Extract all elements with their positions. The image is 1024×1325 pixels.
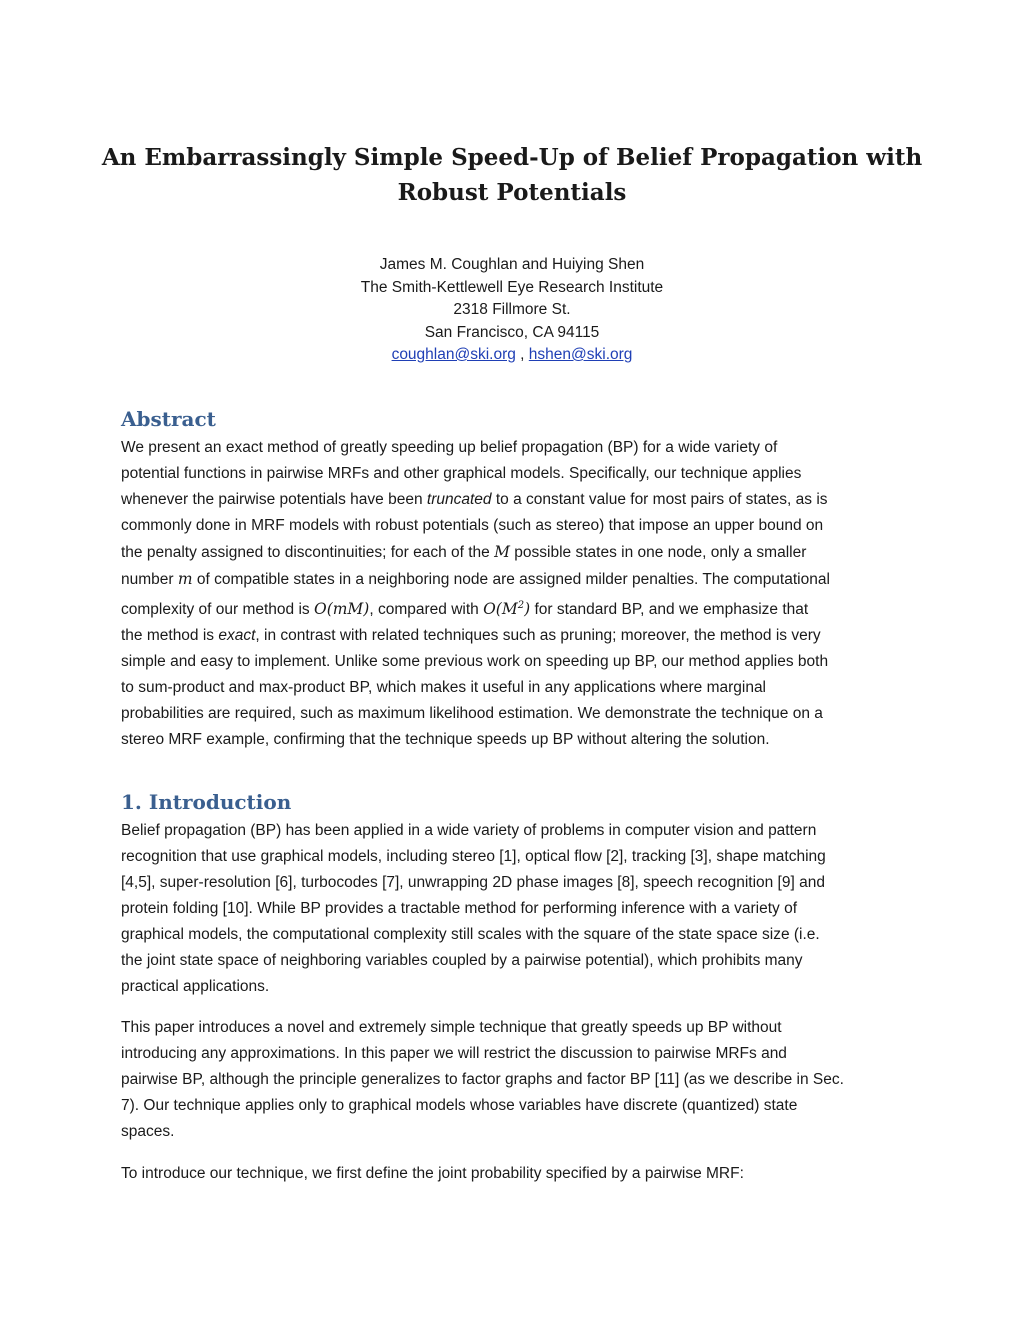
intro-line: [4,5], super-resolution [6], turbocodes [7], unwrapping 2D phase images [8], speech recognition [9] and	[121, 874, 825, 891]
abstract-line: We present an exact method of greatly speeding up belief propagation (BP) for a wide variety of	[121, 439, 778, 456]
title-line-1: An Embarrassingly Simple Speed-Up of Belief Propagation with	[101, 144, 923, 171]
intro-line: the joint state space of neighboring variables coupled by a pairwise potential), which prohibits many	[121, 952, 803, 969]
abstract-line: the method is exact, in contrast with related techniques such as pruning; moreover, the method is very	[121, 627, 821, 645]
emphasis-truncated: truncated	[426, 491, 492, 508]
intro-line: This paper introduces a novel and extremely simple technique that greatly speeds up BP without	[121, 1019, 782, 1036]
email-line	[100, 344, 924, 367]
email-link-shen[interactable]: hshen@ski.org	[528, 346, 633, 363]
math-M: M	[494, 543, 510, 561]
intro-line: graphical models, the computational complexity still scales with the square of the state space size (i.e.	[121, 926, 820, 943]
intro-line: introducing any approximations. In this paper we will restrict the discussion to pairwise MRFs and	[121, 1045, 787, 1062]
email-link-coughlan[interactable]: coughlan@ski.org	[391, 346, 516, 363]
intro-line: spaces.	[121, 1123, 175, 1140]
math-complexity-ours: O(mM)	[313, 600, 370, 619]
intro-line: To introduce our technique, we first define the joint probability specified by a pairwise MRF:	[121, 1165, 744, 1182]
math-m: m	[177, 570, 193, 588]
introduction-heading: 1. Introduction	[121, 790, 292, 814]
author-names: James M. Coughlan and Huiying Shen	[379, 256, 645, 273]
email-separator: ,	[515, 346, 529, 363]
abstract-line: complexity of our method is O(mM), compared with $O(M^2)$ for standard BP, and we emphasize that	[121, 600, 809, 619]
abstract-line: the penalty assigned to discontinuities; for each of the M possible states in one node, only a smaller	[121, 543, 807, 561]
abstract-line: potential functions in pairwise MRFs and other graphical models. Specifically, our technique applies	[121, 465, 802, 482]
intro-line: Belief propagation (BP) has been applied in a wide variety of problems in computer vision and pattern	[121, 822, 817, 839]
abstract-line: commonly done in MRF models with robust potentials (such as stereo) that impose an upper bound on	[121, 517, 824, 534]
intro-line: protein folding [10]. While BP provides a tractable method for performing inference with a variety of	[121, 900, 798, 917]
paper-title	[100, 140, 924, 210]
abstract-paragraph	[121, 435, 911, 753]
title-line-2: Robust Potentials	[397, 179, 627, 206]
author-block	[100, 254, 924, 367]
abstract-line: to sum-product and max-product BP, which makes it useful in any applications where marginal	[121, 679, 767, 697]
intro-paragraph-3	[121, 1161, 911, 1187]
intro-paragraph-2	[121, 1015, 911, 1145]
math-complexity-standard: $O(M^2)$	[483, 600, 531, 619]
abstract-line: simple and easy to implement. Unlike some previous work on speeding up BP, our method applies both	[121, 653, 829, 671]
intro-paragraph-1	[121, 818, 911, 1000]
address-city: San Francisco, CA 94115	[424, 323, 600, 341]
intro-line: 7). Our technique applies only to graphical models whose variables have discrete (quantized) state	[121, 1097, 798, 1114]
emphasis-exact: exact	[218, 627, 256, 645]
abstract-line: stereo MRF example, confirming that the technique speeds up BP without altering the solution.	[121, 731, 770, 749]
affiliation: The Smith-Kettlewell Eye Research Institute	[360, 278, 664, 296]
intro-line: recognition that use graphical models, including stereo [1], optical flow [2], tracking [3], shape matching	[121, 848, 826, 865]
abstract-heading: Abstract	[121, 407, 216, 431]
abstract-line: number m of compatible states in a neighboring node are assigned milder penalties. The computational	[121, 570, 830, 588]
abstract-line: whenever the pairwise potentials have been truncated to a constant value for most pairs of states, as is	[121, 491, 828, 508]
intro-line: practical applications.	[121, 978, 270, 995]
abstract-line: probabilities are required, such as maximum likelihood estimation. We demonstrate the technique on a	[121, 705, 823, 723]
address-street: 2318 Fillmore St.	[453, 301, 571, 318]
intro-line: pairwise BP, although the principle generalizes to factor graphs and factor BP [11] (as we describe in Sec.	[121, 1071, 844, 1088]
